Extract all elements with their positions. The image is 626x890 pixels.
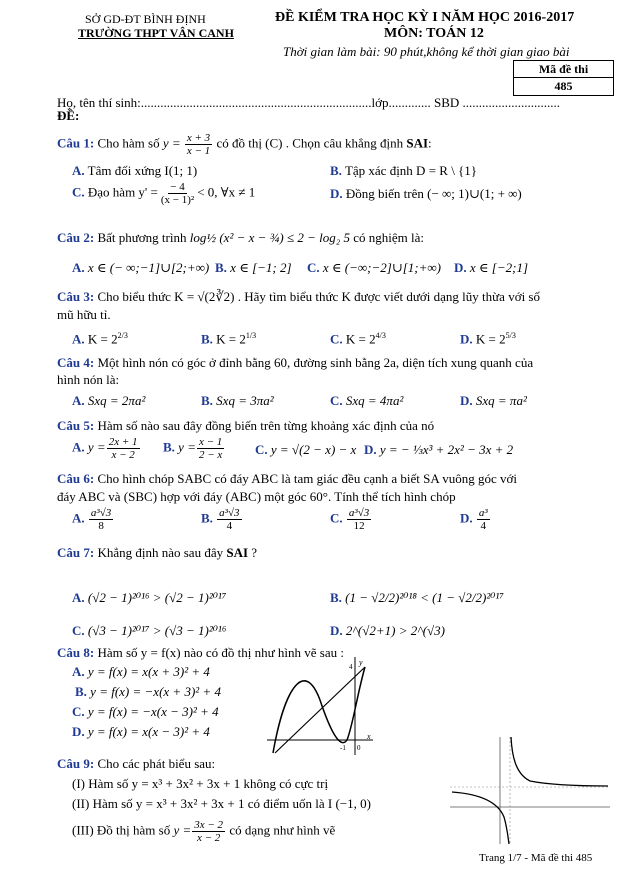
numerator: a³√3	[348, 507, 370, 519]
answer-text: y = f(x) = −x(x − 3)² + 4	[87, 704, 219, 719]
question-3-cont: mũ hữu tỉ.	[57, 307, 111, 322]
denominator: x − 2	[111, 449, 135, 461]
answer-c[interactable]	[72, 704, 219, 720]
student-info-line: Họ, tên thí sinh:.......................................................................lớp............. SBD ..............................	[57, 95, 561, 110]
answer-label: B.	[201, 331, 213, 347]
answer-label: A.	[72, 393, 85, 408]
q9-graph	[450, 732, 610, 847]
question-text: có nghiệm là:	[353, 230, 425, 245]
answer-label: C.	[72, 623, 85, 638]
answer-label: A.	[72, 439, 85, 455]
question-4-cont: hình nón là:	[57, 372, 120, 387]
denominator: x − 2	[197, 832, 221, 844]
answer-label: B.	[163, 439, 175, 455]
subject-title: MÔN: TOÁN 12	[384, 26, 484, 41]
answer-a[interactable]	[72, 393, 145, 409]
question-5	[57, 418, 434, 434]
page-footer: Trang 1/7 - Mã đề thi 485	[479, 852, 593, 864]
answer-text: (1 − √2/2)²⁰¹⁸ < (1 − √2/2)²⁰¹⁷	[345, 590, 504, 605]
answer-c[interactable]	[330, 331, 386, 347]
question-text: Cho hình chóp SABC có đáy ABC là tam giác đều cạnh a biết SA vuông góc với	[97, 471, 518, 486]
question-1: Câu 1: Cho hàm số y = $\frac{x + 3}{x - 1}$ có đồ thị (C) . Chọn câu khẳng định SAI:	[57, 132, 432, 157]
exam-code: 485	[514, 77, 613, 94]
answer-text: Tâm đối xứng I(1; 1)	[87, 163, 198, 178]
answer-label: B.	[201, 510, 213, 526]
answer-label: B.	[201, 393, 213, 408]
answer-text: y = f(x) = x(x − 3)² + 4	[87, 724, 210, 739]
answer-label: C.	[72, 184, 85, 200]
denominator: x − 1	[186, 145, 211, 157]
answer-text: (√3 − 1)²⁰¹⁷ > (√3 − 1)²⁰¹⁶	[87, 623, 227, 638]
graph-tick-m1: -1	[340, 744, 346, 752]
answer-a[interactable]	[72, 331, 128, 347]
answer-d[interactable]	[72, 724, 210, 740]
numerator: 3x − 2	[194, 819, 224, 831]
answer-text: K = 2	[345, 331, 376, 347]
answer-text: Đạo hàm y' =	[87, 184, 158, 200]
answer-d[interactable]	[330, 623, 445, 639]
graph-tick-0: 0	[357, 744, 361, 752]
answer-text: y = √(2 − x) − x	[270, 442, 357, 457]
statement-text: (III) Đồ thị hàm số	[72, 822, 171, 838]
answer-b[interactable]	[201, 507, 243, 532]
answer-c[interactable]	[307, 260, 441, 276]
question-7	[57, 545, 257, 561]
numerator: a³√3	[219, 507, 240, 519]
question-text: Bất phương trình	[97, 230, 187, 245]
answer-b[interactable]	[201, 331, 256, 347]
answer-text: K = 2	[475, 331, 506, 347]
answer-b[interactable]	[201, 393, 274, 409]
fraction	[185, 132, 212, 157]
answer-text: y = − ⅓x³ + 2x² − 3x + 2	[379, 442, 514, 457]
answer-c[interactable]	[255, 442, 356, 458]
question-label: Câu 8:	[57, 645, 95, 660]
denominator: 4	[480, 520, 487, 532]
answer-d[interactable]	[364, 442, 513, 458]
formula: log½ (x² − x − ¾) ≤ 2 − log₂ 5	[189, 230, 351, 245]
q8-graph	[265, 655, 375, 760]
school-name: TRƯỜNG THPT VÂN CANH	[78, 26, 234, 40]
question-text: Một hình nón có góc ở đỉnh bằng 60, đường sinh bằng 2a, diện tích xung quanh của	[97, 355, 534, 370]
numerator: a³√3	[90, 507, 112, 519]
answer-d[interactable]	[330, 186, 522, 202]
answer-c[interactable]	[330, 507, 372, 532]
answer-label: D.	[330, 186, 343, 201]
denominator: 2 − x	[198, 449, 223, 461]
answer-label: C.	[307, 260, 320, 275]
answer-label: D.	[72, 724, 85, 739]
answer-text: y = f(x) = x(x + 3)² + 4	[87, 664, 210, 679]
question-4	[57, 355, 533, 371]
question-text: Khẳng định nào sau đây	[97, 545, 224, 560]
answer-text: Sxq = 2πa²	[87, 393, 146, 408]
time-note: Thời gian làm bài: 90 phút,không kể thời gian giao bài	[283, 44, 570, 59]
question-text: có đồ thị (C) . Chọn câu khẳng định	[216, 135, 404, 151]
answer-text: K = 2	[87, 331, 118, 347]
answer-text: x ∈ (−∞;−2]∪[1;+∞)	[322, 260, 441, 275]
answer-label: C.	[330, 393, 343, 408]
answer-label: A.	[72, 510, 85, 526]
statement-1: (I) Hàm số y = x³ + 3x² + 3x + 1 không có cực trị	[72, 776, 329, 791]
question-2	[57, 230, 424, 246]
answer-b[interactable]	[163, 436, 225, 461]
question-label: Câu 5:	[57, 418, 95, 433]
answer-label: B.	[75, 684, 87, 699]
answer-c[interactable]	[72, 181, 255, 206]
answer-text: < 0, ∀x ≠ 1	[197, 184, 256, 200]
answer-d[interactable]	[460, 393, 527, 409]
answer-b[interactable]	[75, 684, 221, 700]
answer-label: C.	[330, 331, 343, 347]
answer-label: A.	[72, 590, 85, 605]
question-label: Câu 9:	[57, 756, 95, 771]
answer-c[interactable]	[72, 623, 226, 639]
answer-text: (√2 − 1)²⁰¹⁶ > (√2 − 1)²⁰¹⁷	[87, 590, 227, 605]
numerator: x − 1	[198, 436, 223, 448]
question-label: Câu 4:	[57, 355, 95, 370]
statement-2: (II) Hàm số y = x³ + 3x² + 3x + 1 có điểm uốn là I (−1, 0)	[72, 796, 371, 811]
statement-3	[72, 819, 335, 844]
answer-b[interactable]	[330, 163, 477, 179]
graph-branch-right	[511, 737, 608, 786]
answer-label: A.	[72, 260, 85, 275]
answer-label: D.	[460, 331, 473, 347]
answer-label: D.	[364, 442, 377, 457]
numerator: 2x + 1	[108, 436, 138, 448]
question-text: Cho biểu thức K = √(2∛2) . Hãy tìm biểu thức K được viết dưới dạng lũy thừa với số	[97, 289, 540, 304]
formula: y =	[173, 822, 192, 838]
answer-label: B.	[330, 590, 342, 605]
graph-y-label: y	[359, 658, 363, 667]
answer-label: B.	[215, 260, 227, 275]
answer-text: y =	[87, 439, 106, 455]
answer-label: D.	[460, 393, 473, 408]
denominator: 4	[226, 520, 233, 532]
exponent: 2/3	[117, 331, 128, 340]
de-label: ĐỀ:	[57, 108, 80, 123]
denominator: 12	[353, 520, 365, 532]
answer-c[interactable]	[330, 393, 403, 409]
exponent: 1/3	[245, 331, 257, 340]
question-label: Câu 2:	[57, 230, 95, 245]
answer-text: 2^(√2+1) > 2^(√3)	[345, 623, 445, 638]
graph-x-label: x	[367, 732, 371, 741]
exam-code-label: Mã đề thi	[538, 62, 589, 76]
question-label: Câu 6:	[57, 471, 95, 486]
answer-text: Sxq = 4πa²	[345, 393, 404, 408]
exam-code-box	[513, 60, 614, 96]
answer-label: D.	[454, 260, 467, 275]
denominator: 8	[98, 520, 104, 532]
exponent: 4/3	[375, 331, 386, 340]
numerator: x + 3	[186, 132, 211, 144]
statement-text: có dạng như hình vẽ	[229, 822, 336, 838]
question-text: ?	[251, 545, 258, 560]
answer-label: A.	[72, 163, 85, 178]
answer-a[interactable]	[72, 590, 226, 606]
answer-d[interactable]	[460, 507, 491, 532]
answer-text: x ∈ [−2;1]	[469, 260, 529, 275]
numerator: a³	[478, 507, 488, 519]
question-text: Cho các phát biểu sau:	[97, 756, 216, 771]
answer-b[interactable]	[330, 590, 504, 606]
answer-text: y = f(x) = −x(x + 3)² + 4	[90, 684, 221, 699]
answer-a[interactable]	[72, 507, 114, 532]
question-label: Câu 1:	[57, 135, 95, 151]
answer-a[interactable]	[72, 436, 141, 461]
answer-text: Tập xác định D = R \ {1}	[344, 163, 478, 178]
graph-branch-left	[452, 792, 509, 844]
answer-a[interactable]	[72, 163, 197, 179]
answer-label: A.	[72, 664, 85, 679]
question-text: Hàm số y = f(x) nào có đồ thị như hình vẽ sau :	[97, 645, 344, 660]
answer-d[interactable]	[454, 260, 528, 276]
answer-label: A.	[72, 331, 85, 347]
answer-label: D.	[330, 623, 343, 638]
answer-text: K = 2	[216, 331, 246, 347]
answer-text: Sxq = 3πa²	[216, 393, 274, 408]
question-label: Câu 3:	[57, 289, 95, 304]
question-6-cont: đáy ABC và (SBC) hợp với đáy (ABC) một góc 60°. Tính thể tích hình chóp	[57, 489, 456, 504]
question-text: Cho hàm số	[97, 135, 160, 151]
emphasis: SAI	[406, 135, 429, 151]
question-3	[57, 289, 540, 305]
emphasis: SAI	[226, 545, 249, 560]
answer-label: C.	[255, 442, 268, 457]
dept-name: SỞ GD-ĐT BÌNH ĐỊNH	[85, 12, 206, 26]
numerator: − 4	[170, 181, 185, 193]
answer-text: Đồng biến trên (− ∞; 1)∪(1; + ∞)	[345, 186, 522, 201]
answer-text: x ∈ (− ∞;−1]∪[2;+∞)	[87, 260, 210, 275]
answer-b[interactable]	[215, 260, 292, 276]
denominator: (x − 1)²	[160, 194, 195, 206]
answer-label: B.	[330, 163, 342, 178]
formula: y =	[162, 135, 181, 151]
graph-tick-4: 4	[349, 663, 353, 671]
answer-text: Sxq = πa²	[475, 393, 527, 408]
answer-text: y =	[178, 439, 196, 455]
answer-a[interactable]	[72, 260, 209, 276]
answer-label: D.	[460, 510, 473, 526]
question-text: Hàm số nào sau đây đồng biến trên từng khoảng xác định của nó	[97, 418, 435, 433]
question-6	[57, 471, 517, 487]
answer-label: C.	[330, 510, 343, 526]
answer-label: C.	[72, 704, 85, 719]
exponent: 5/3	[505, 331, 516, 340]
question-label: Câu 7:	[57, 545, 95, 560]
answer-d[interactable]	[460, 331, 516, 347]
question-9	[57, 756, 215, 772]
answer-a[interactable]	[72, 664, 210, 680]
answer-text: x ∈ [−1; 2]	[230, 260, 292, 275]
exam-title: ĐỀ KIỂM TRA HỌC KỲ I NĂM HỌC 2016-2017	[275, 10, 575, 25]
